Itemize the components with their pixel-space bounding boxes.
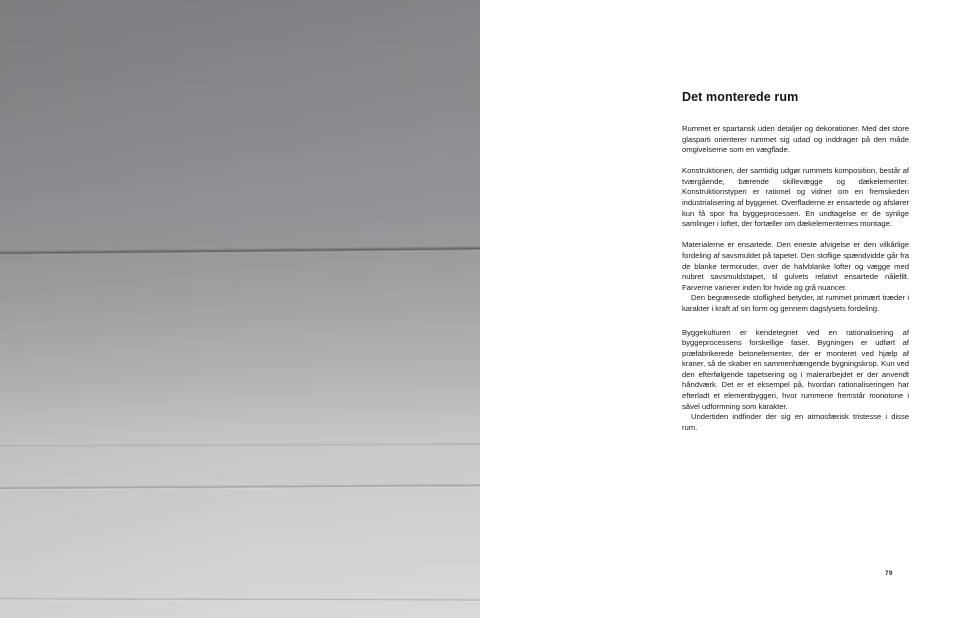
ceiling-seam-line-3 [0, 483, 480, 490]
body-paragraph: Materialerne er ensartede. Den eneste afvigelse er den vilkårlige fordeling af savsmuldet på tapetet. Den stoflige spændvidde går fra de blanke termoruder, over de halvblanke lofter og vægge med nubret savsmuldstapet, til gulvets relativt ensartede nålefilt. Farverne varierer inden for hvide og grå nuancer. [682, 240, 909, 292]
page-number: 79 [885, 570, 893, 577]
body-paragraph: Konstruktionen, der samtidig udgør rummets komposition, består af tværgående, bærende skillevægge og dækelementer. Konstruktionstypen er rationel og vidner om en fremskeden industrialisering af byggeriet. Overfladerne er ensartede og afslører kun få spor fra byggeprocessen. En undtagelse er de synlige samlinger i loftet, der fortæller om dækelementernes montage. [682, 166, 909, 229]
chapter-heading: Det monterede rum [682, 90, 799, 104]
body-paragraph: Byggekulturen er kendetegnet ved en rationalisering af byggeprocessens forskellige faser. Bygningen er udført af præfabrikerede betonelementer, der er monteret ved hjælp af kraner, så de skaber en sammenhængende bygningskrop. Kun ved den efterfølgende tapetsering og i malerarbejdet er der anvendt håndværk. Det er et eksempel på, hvordan rationaliseringen har efterladt et elementbyggeri, hvor rummene fremstår monotone i såvel udformning som karakter. [682, 327, 909, 411]
ceiling-seam-line-2 [0, 443, 480, 447]
right-page [480, 0, 960, 618]
body-paragraph: Undertiden indfinder der sig en atmosfærisk tristesse i disse rum. [682, 412, 909, 432]
body-paragraph: Den begrænsede stoflighed betyder, at rummet primært træder i karakter i kraft af sin form og gennem dagslysets fordeling. [682, 293, 909, 313]
body-paragraph: Rummet er spartansk uden detaljer og dekorationer. Med det store glasparti orienterer rummet sig udad og inddrager på den måde omgivelserne som en vægflade. [682, 124, 909, 155]
ceiling-seam-line-1 [0, 246, 480, 257]
text-column [682, 91, 909, 433]
ceiling-seam-line-4 [0, 597, 480, 601]
